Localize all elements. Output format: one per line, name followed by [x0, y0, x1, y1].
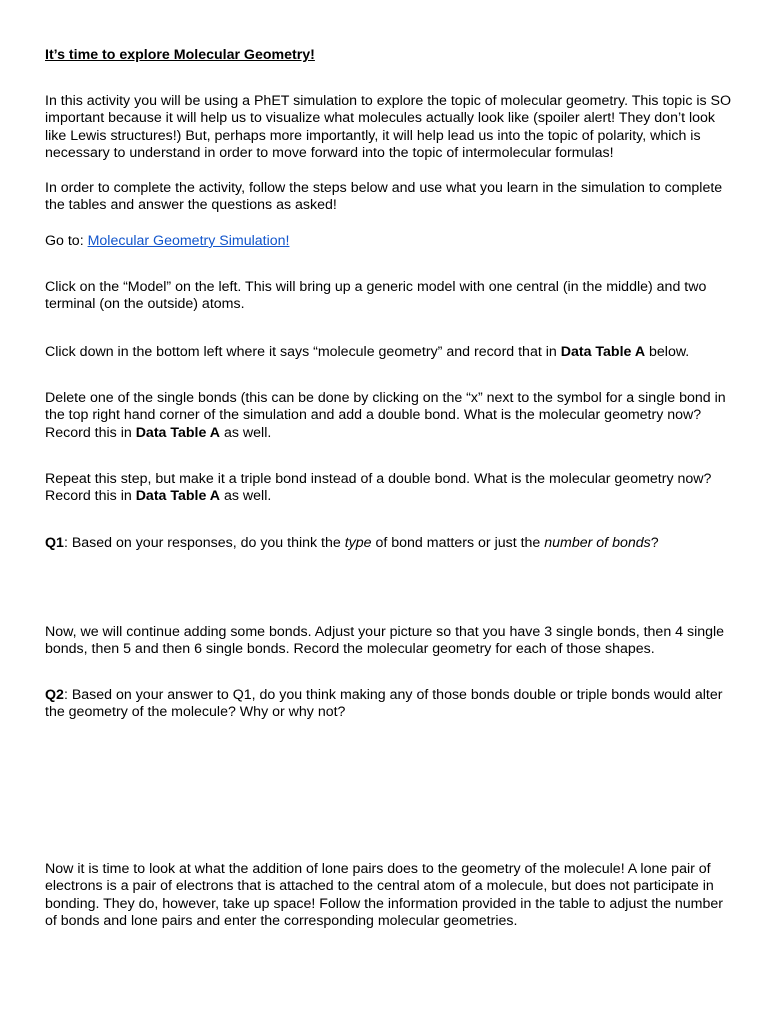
data-table-a-ref: Data Table A — [135, 488, 221, 505]
instructions-paragraph: In order to complete the activity, follow the steps below and use what you learn in the simulation to complete the tables and answer the questions as asked! — [45, 180, 723, 214]
step-geometry-text: Click down in the bottom left where it says “molecule geometry” and record that in — [45, 344, 561, 360]
goto-line — [45, 233, 735, 250]
question-2-label: Q2 — [45, 687, 64, 703]
step-double-bond-suffix: as well. — [220, 424, 272, 441]
step-geometry-paragraph — [45, 344, 735, 361]
step-double-bond-paragraph — [45, 390, 735, 442]
intro-paragraph: In this activity you will be using a PhET simulation to explore the topic of molecular geometry. This topic is SO important because it will help us to visualize what molecules actually look like (spoiler alert! They don’t look like Lewis structures!) But, perhaps more importantly, it will help lead us into the topic of polarity, which is necessary to understand in order to move forward into the topic of intermolecular formulas! — [45, 93, 732, 161]
page-title: It’s time to explore Molecular Geometry! — [45, 47, 315, 63]
question-1-emphasis-type: type — [344, 535, 372, 551]
simulation-link[interactable]: Molecular Geometry Simulation! — [87, 233, 290, 249]
question-1-text-c: ? — [650, 535, 659, 551]
question-1-label: Q1 — [45, 535, 64, 551]
step-triple-bond-paragraph — [45, 471, 735, 506]
step-single-bonds-paragraph: Now, we will continue adding some bonds. Adjust your picture so that you have 3 single bonds, then 4 single bonds, then 5 and then 6 single bonds. Record the molecular geometry for each of those shapes. — [45, 624, 725, 658]
goto-prefix: Go to: — [45, 233, 88, 249]
question-1-text-b: of bond matters or just the — [371, 535, 545, 551]
step-triple-bond-suffix: as well. — [220, 488, 272, 505]
data-table-a-ref: Data Table A — [135, 424, 221, 441]
step-geometry-suffix: below. — [645, 344, 690, 360]
step-model-paragraph: Click on the “Model” on the left. This will bring up a generic model with one central (in the middle) and two terminal (on the outside) atoms. — [45, 279, 707, 313]
data-table-a-ref: Data Table A — [560, 344, 646, 360]
question-1 — [45, 535, 735, 552]
question-2 — [45, 687, 735, 722]
lone-pairs-paragraph: Now it is time to look at what the addition of lone pairs does to the geometry of the molecule! A lone pair of electrons is a pair of electrons that is attached to the central atom of a molecule, but does not participate in bonding. They do, however, take up space! Follow the information provided in the table to adjust the number of bonds and lone pairs and enter the corresponding molecular geometries. — [45, 861, 724, 929]
step-double-bond-text: Delete one of the single bonds (this can be done by clicking on the “x” next to the symbol for a single bond in the top right hand corner of the simulation and add a double bond. What is the molecular geometry now? Record this in — [45, 390, 726, 441]
step-triple-bond-text: Repeat this step, but make it a triple bond instead of a double bond. What is the molecular geometry now? Record this in — [45, 471, 712, 505]
question-2-text: : Based on your answer to Q1, do you think making any of those bonds double or triple bonds would alter the geometry of the molecule? Why or why not? — [45, 687, 723, 721]
question-1-emphasis-number: number of bonds — [544, 535, 651, 551]
question-1-text-a: : Based on your responses, do you think the — [63, 535, 345, 551]
